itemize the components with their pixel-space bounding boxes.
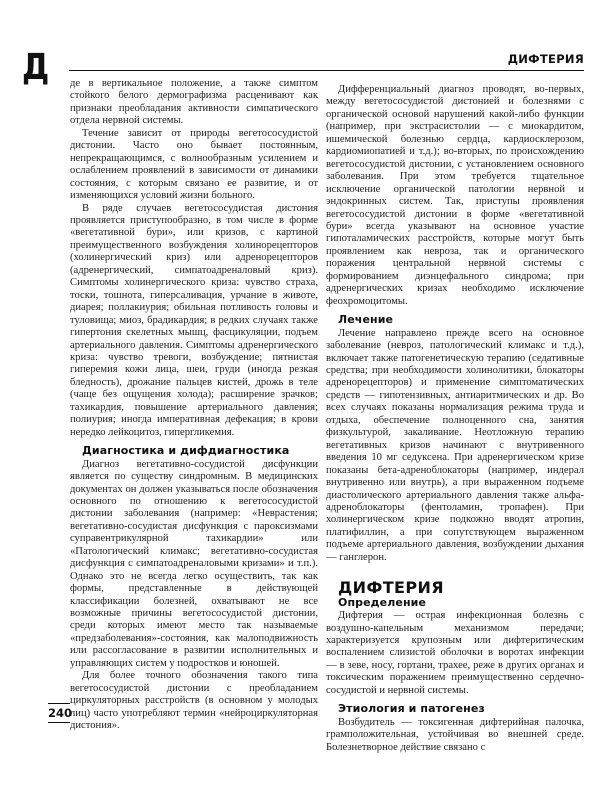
right-column — [326, 84, 584, 754]
paragraph: Лечение направлено прежде всего на основное заболевание (невроз, патологический климакс и т.д.), включает также патогенетическую терапию (седативные средства; при необходимости холинолитики, блокаторы адренорецепторов) и применение симптоматических средств — гипотензивных, антиаритмических и др. Во всех случаях показаны нормализация режима труда и отдыха, обеспечение полноценного сна, занятия физкультурой, закаливание. Неотложную терапию вегетативных кризов начинают с внутривенного введения 10 мг седуксена. При адренергическом кризе показаны бета-адреноблокаторы (например, индерал внутривенно или внутрь), а при выраженном подъеме диастолического артериального давления также альфа-адреноблокаторы (фентоламин, тропафен). При холинергическом кризе подкожно вводят атропин, платифиллин, а при сопутствующем выраженном подъеме артериального давления, возбуждении дыхания — ганглерон. — [326, 327, 584, 563]
left-column — [70, 78, 318, 733]
paragraph: Течение зависит от природы вегетососудистой дистонии. Часто оно бывает постоянным, непрекращающимся, с волнообразным усилением и ослаблением проявлений в зависимости от динамики состояния, с которым связано ее развитие, и от изменяющихся условий жизни больного. — [70, 127, 318, 202]
paragraph: Для более точного обозначения такого типа вегетососудистой дистонии с преобладанием циркуляторных расстройств (в основном у молодых лиц) часто употребляют термин «нейроциркуляторная дистония». — [70, 670, 318, 732]
paragraph: де в вертикальное положение, а также симптом стойкого белого дермографизма расценивают как признаки преобладания активности симпатического отдела нервной системы. — [70, 78, 318, 127]
paragraph: Дифференциальный диагноз проводят, во-первых, между вегетососудистой дистонией и болезнями с органической основой нарушений какой-либо функции (например, при экстрасистолии — с миокардитом, ишемической болезнью сердца, кардиосклерозом, кардиомиопатией и т.д.); во-вторых, по происхождению вегетососудистой дистонии, с установлением основного заболевания. При этом требуется тщательное исключение органической патологии нервной и эндокринных систем. Так, приступы проявления вегетососудистой дистонии в форме «вегетативной бури» всегда указывают на основное участие гипоталамических расстройств, которые могут быть проявлением как невроза, так и органического поражения центральной нервной системы с формированием диэнцефального синдрома; при адренергических кризах необходимо исключение феохромоцитомы. — [326, 84, 584, 307]
page-number-rule-top — [48, 703, 70, 704]
section-letter: Д — [22, 47, 50, 88]
paragraph: Дифтерия — острая инфекционная болезнь с воздушно-капельным механизмом передачи; характеризуется крупозным или дифтеритическим воспалением слизистой оболочки в воротах инфекции — в зеве, носу, гортани, трахее, реже в других органах и токсическим поражением преимущественно сердечно-сосудистой и нервной системы. — [326, 610, 584, 696]
running-head: ДИФТЕРИЯ — [507, 52, 584, 66]
section-heading-definition: Определение — [338, 595, 427, 609]
paragraph: Возбудитель — токсигенная дифтерийная палочка, грамположительная, устойчивая во внешней среде. Болезнетворное действие связано с — [326, 716, 584, 753]
chapter-heading: ДИФТЕРИЯ — [338, 578, 444, 598]
paragraph: Диагноз вегетативно-сосудистой дисфункции является по существу синдромным. В медицинских документах он должен указываться после обозначения основного по отношению к вегетососудистой дистонии заболевания (например: «Неврастения; вегетативно-сосудистая дисфункция с пароксизмами суправентрикулярной тахикардии» или «Патологический климакс; вегетативно-сосудистая дисфункция с симпатоадреналовыми кризами» и т.п.). Однако это не всегда легко осуществить, так как формы, представленные в действующей классификации болезней, охватывают не все возможные причины вегетососудистой дистонии, среди которых имеют место так называемые «предзаболевания»-состояния, как малоподвижность или рассогласование в развитии исполнительных и управляющих систем у подростков и юношей. — [70, 458, 318, 669]
section-heading-treatment: Лечение — [338, 313, 394, 327]
section-heading-diagnostics: Диагностика и дифдиагностика — [82, 444, 290, 458]
header-rule — [69, 70, 584, 71]
page-number: 240 — [48, 706, 73, 720]
section-heading-etiology: Этиология и патогенез — [338, 702, 485, 716]
page-number-rule-bottom — [48, 722, 70, 723]
paragraph: В ряде случаев вегетососудистая дистония проявляется приступообразно, в том числе в форме «вегетативной бури», или кризов, с картиной преимущественного возбуждения холинорецепторов (холинергический криз) или адренорецепторов (адренергический, симпатоадреналовый криз). Симптомы холинергического криза: чувство страха, тоски, тошнота, гиперсаливация, урчание в животе, диарея; поллакиурия; обильная потливость головы и туловища; миоз, брадикардия; в редких случаях также гипертония скелетных мышц, фасцикуляции, подъем артериального давления. Симптомы адренергического криза: чувство тревоги, возбуждение; пятнистая гиперемия кожи лица, шеи, груди (иногда резкая бледность), дрожание пальцев кистей, дрожь в теле (чаще без ощущения холода); расширение зрачков; тахикардия, повышение артериального давления; полиурия; иногда императивная дефекация; в крови нередко лейкоцитоз, гипергликемия. — [70, 202, 318, 438]
